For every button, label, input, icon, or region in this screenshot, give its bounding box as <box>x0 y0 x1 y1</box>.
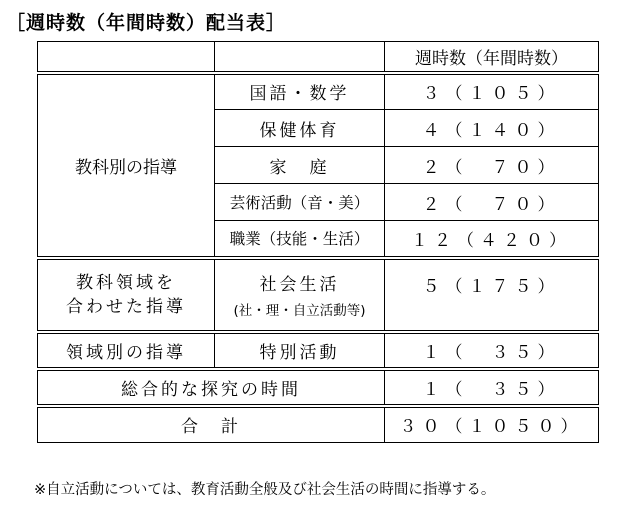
subject-cell: 国語・数学 <box>215 73 385 110</box>
header-cell-empty-2 <box>215 42 385 73</box>
total-label: 合 計 <box>38 406 385 443</box>
subject-cell: 家 庭 <box>215 147 385 184</box>
header-cell-empty-1 <box>38 42 215 73</box>
header-cell-hours: 週時数（年間時数） <box>385 42 599 73</box>
hours-cell: ２（ ７０） <box>385 147 599 184</box>
hours-allocation-table <box>37 41 599 443</box>
hours-cell: ２（ ７０） <box>385 184 599 221</box>
group-label-line-2: 合わせた指導 <box>66 296 186 317</box>
total-hours-cell: ３０（１０５０） <box>385 406 599 443</box>
hours-cell: １（ ３５） <box>385 332 599 369</box>
footnote: ※自立活動については、教育活動全般及び社会生活の時間に指導する。 <box>34 482 496 498</box>
hours-cell: ５（１７５） <box>385 258 599 332</box>
table-header-row <box>38 42 599 73</box>
table-row <box>38 369 599 406</box>
table-row-total <box>38 406 599 443</box>
subject-cell: 職業（技能・生活） <box>215 221 385 258</box>
table-row <box>38 258 599 332</box>
page-title: ［週時数（年間時数）配当表］ <box>6 12 287 34</box>
subject-cell: 芸術活動（音・美） <box>215 184 385 221</box>
table-row <box>38 73 599 110</box>
group-label-combined-instruction <box>38 258 215 332</box>
hours-cell: ４（１４０） <box>385 110 599 147</box>
subject-cell <box>215 258 385 332</box>
group-label-domain-instruction: 領域別の指導 <box>38 332 215 369</box>
subject-sub-label: (社・理・自立活動等) <box>233 303 366 319</box>
integrated-study-label: 総合的な探究の時間 <box>38 369 385 406</box>
hours-cell: １（ ３５） <box>385 369 599 406</box>
group-label-line-1: 教科領域を <box>76 272 176 293</box>
subject-cell: 保健体育 <box>215 110 385 147</box>
table-row <box>38 332 599 369</box>
subject-cell: 特別活動 <box>215 332 385 369</box>
subject-main-label: 社会生活 <box>259 275 340 295</box>
hours-cell: ３（１０５） <box>385 73 599 110</box>
hours-cell: １２（４２０） <box>385 221 599 258</box>
group-label-subject-instruction: 教科別の指導 <box>38 73 215 258</box>
